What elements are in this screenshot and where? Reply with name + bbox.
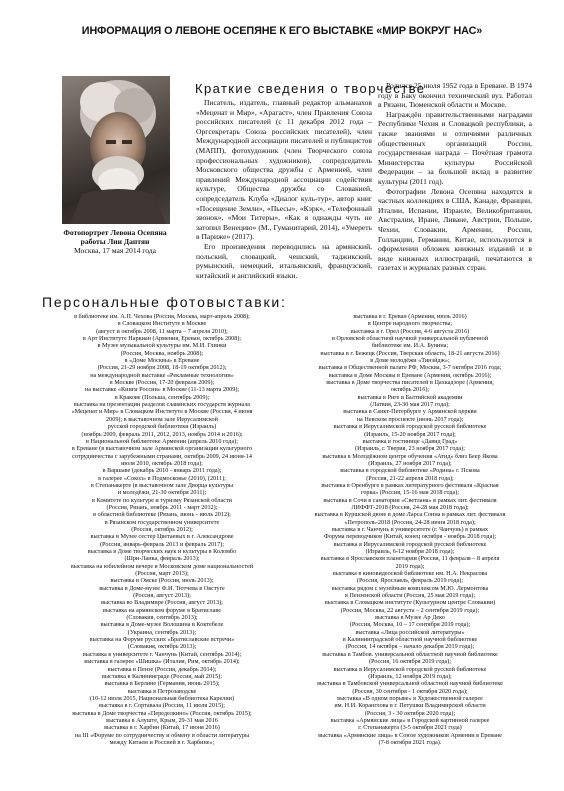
bio-right-paragraph: Фотографии Левона Осепяна находятся в частных коллекциях в США, Канаде, Франции, Италии, Испании, Израиле, Великобритании, Австралии, Иране, Ливане, Австрии, Польше, Чехии, Словакии, Армении, России, Голландии, Германии, Китае, используются в оформлении обложек книжных изданий и в виде книжных иллюстраций, печатаются в газетах и журналах разных стран. <box>378 186 532 273</box>
exhibition-line: выставка в Алуште, Крым, 29-31 мая 2016 <box>106 716 218 724</box>
caption-line-2: работы Лии Даптян <box>80 237 150 246</box>
exhibition-line: выставка на презентации разделов славянских государств журнала <box>73 401 251 409</box>
exhibition-line: выставка в Тамбов. универсальной областной научной библиотеке <box>322 650 498 658</box>
exhibition-line: (Россия, 21-29 ноября 2008, 18-19 октября 2012); <box>97 364 227 372</box>
exhibition-line: июля 2010, октябрь 2018 года); <box>121 459 203 467</box>
exhibition-line: в Комитете по культуре и туризму Рязанской области <box>92 496 232 504</box>
exhibition-line: выставка в Словацком институте (Культурном центре Словакии) <box>324 599 496 607</box>
exhibition-line: выставка в галерее «Шишка» (Италия, Рим, октябрь 2014); <box>84 658 240 666</box>
bio-right-paragraph: Награждён правительственными наградами Республики Чехия и Словацкой республики, а также званиями и отличиями различных общественных организаций России, государственная награда – Почётная грамота Министерства культуры Российской Федерации – за большой вклад в развитие культуры (2011 год). <box>378 109 532 186</box>
exhibition-line: выставка в Доме-музее Волошина в Коктебеле <box>100 621 224 629</box>
exhibition-line: выставка рядом с музейным комплексом М.Ю. Лермонтова <box>331 584 489 592</box>
exhibition-line: в областной библиотеке (Рязань, июнь - июль 2012); <box>93 511 231 519</box>
exhibition-line: выставка в г. Орел (Россия, 4-6 августа 2016) <box>350 327 470 335</box>
exhibition-line: выставка «Армянские лица» в Союзе художников Армении в Ереване <box>318 731 502 739</box>
exhibition-line: (Словакия, октябрь 2013); <box>127 643 197 651</box>
exhibition-line: сотрудничества с зарубежными странами, октябрь 2009, 24 июня-14 <box>72 452 252 460</box>
exhibition-line: выставка в Петрозаводске <box>127 687 197 695</box>
exhibition-line: на III «Форуме по сотрудничеству и обмену в области литературы <box>74 731 250 739</box>
exhibition-line: в Орловской областной научной универсальной публичной <box>331 335 489 343</box>
caption-line-3: Москва, 17 мая 2014 года <box>73 246 157 255</box>
exhibition-line: выставка в Пензе (Россия, декабрь 2014); <box>107 665 217 673</box>
exhibition-line: выставка «Лица российской литературы» <box>355 628 465 636</box>
exhibition-line: в Калининградской областной научной библиотеке <box>342 636 478 644</box>
exhibition-line: выставка в Иерусалимской городской русской библиотеке <box>333 423 487 431</box>
exhibition-line: «Петрополь-2018 (Россия, 24-28 июня 2018 года); <box>344 518 476 526</box>
exhibition-line: в галерее «Сокол» в Подмосковье (2010), (2011); <box>98 474 226 482</box>
exhibition-line: выставка в Оренбурге в рамках литературного фестиваля «Красная <box>321 481 499 489</box>
exhibition-line: им. Н.И. Коранглова в г. Петушки Владимирской области <box>334 702 486 710</box>
exhibition-line: выставка в городской библиотеке «Родина» г. Пскова <box>340 467 480 475</box>
exhibition-line: (Россия, январь-февраль 2013 и февраль 2017); <box>99 540 225 548</box>
exhibition-line: (Шри-Ланка, февраль 2013); <box>124 555 200 563</box>
exhibition-line: на выставке «Книги России» в Москве (11-13 марта 2009); <box>84 386 240 394</box>
bio-right-paragraph: Родился 25 июля 1952 года в Ереване. В 1974 году в Баку окончил технический вуз. Работал в Рязани, Тюменской области и Москве. <box>378 81 532 110</box>
exhibition-line: выставка в Тамбовской универсальной областной научной библиотеке <box>317 680 503 688</box>
exhibition-line: в Доме молодёжи «Тинэйдж»; <box>370 357 450 365</box>
exhibition-line: в Варшаве (декабрь 2010 - январь 2011 года); <box>102 467 222 475</box>
exhibition-line: выставка в г. Сортавала (Россия, 11 июля 2015); <box>99 702 225 710</box>
exhibition-line: (ноябрь 2009, февраль 2011, 2012, 2013, ноябрь 2014 и 2016); <box>81 430 243 438</box>
exhibition-line: выставка в г. Бежецк (Россия, Тверская область, 18-21 августа 2016) <box>320 349 500 357</box>
exhibition-line: на международной выставке «Рекламные технологии» <box>90 371 234 379</box>
exhibition-line: выставка в Иерусалимской городской русской библиотеке <box>333 540 487 548</box>
exhibition-line: (Россия, 21-22 апреля 2018 года); <box>366 474 454 482</box>
exhibition-line: (Израиль, 12 ноября 2019 года); <box>368 672 452 680</box>
exhibition-line: выставка во Владимире (Россия, август 2013); <box>101 599 223 607</box>
exhibition-line: (Израиль, 15-20 ноября 2017 года); <box>364 430 456 438</box>
exhibition-line: выставка в университете г. Чанчунь (Китай, сентябрь 2014); <box>82 650 242 658</box>
exhibition-line: выставка в Калининграде (Россия, май 2015); <box>102 672 222 680</box>
exhibitions-right-column <box>290 313 530 746</box>
bio-heading: Краткие сведения о творчестве <box>195 81 426 96</box>
exhibition-line: (Израиль, г. Тверия, 23 ноября 2017 года); <box>355 445 465 453</box>
bio-left-paragraph: Писатель, издатель, главный редактор альманахов «Меценат и Мир», «Арагаст», член Правления Союза российских писателей (с 11 декабря 2012 года – Оргсекретарь Союза российских писателей), член Международной ассоциации писателей и публицистов (МАПП), фотохудожник (член Творческого союза профессиональных художников), сопредседатель Московского общества дружбы с Арменией, член правлений Международной ассоциации содействия культуре, Общества дружбы со Словакией, сопредседатель Клуба «Диалог куль-тур», автор книг «Посещение Земли», «Пьесы», «Кэрк», «Телефонный звонок», «Мои Титеры», «Как я однажды чуть не затопил Венецию» (М., Гуманитарий, 2014), «Умереть в Париже» (2017). <box>196 98 372 242</box>
exhibition-line: октябрь 2016); <box>390 386 430 394</box>
exhibition-line: ЛИФФТ-2018 (Россия, 24-28 мая 2018 года); <box>351 503 469 511</box>
photo-caption <box>40 228 190 255</box>
exhibition-line: (Россия, 16 октября 2019 года); <box>368 658 452 666</box>
exhibition-line: выставка на юбилейном вечере в Московском доме национальностей <box>70 562 254 570</box>
portrait-image <box>62 76 170 224</box>
exhibition-line: на Невском проспекте (июнь 2017 года); <box>356 415 464 423</box>
exhibition-line: в библиотеке им. А.П. Чехова (Россия, Москва, март-апрель 2008); <box>74 313 250 320</box>
exhibition-line: выставка в Ярославском планетарии (Россия, 11 февраля – 8 апреля <box>320 555 500 563</box>
exhibition-line: в Кракове (Польша, сентябрь 2009); <box>114 393 210 401</box>
exhibition-line: выставка в Берлине (Германия, июнь 2015); <box>104 680 220 688</box>
exhibition-line: в Музее музыкальной культуры им. М.И. Глинки <box>97 342 227 350</box>
exhibition-line: выставка в Молодёжном центре обучения «Атид» близ Беер Якова <box>322 452 498 460</box>
exhibition-line: выставка в Музее Ар Деко <box>375 614 445 622</box>
exhibition-line: выставка «В одном порыве» в Художественной галерее <box>337 694 483 702</box>
exhibition-line: выставка «Армянские лица» в Городской картинной галерее <box>330 716 490 724</box>
exhibitions-left-column <box>42 313 282 746</box>
exhibition-line: (Россия, 3 - 30 октября 2020 года); <box>364 709 456 717</box>
exhibition-line: (август и октябрь 2008, 11 марта – 7 апреля 2010); <box>96 327 228 335</box>
exhibition-line: (Словакия, сентябрь 2013); <box>126 614 198 622</box>
exhibition-line: «Меценат и Мир» в Словацком Институте в Москве (Россия, 4 июня <box>71 408 253 416</box>
exhibition-line: (Украина, сентябрь 2013); <box>127 628 197 636</box>
exhibition-line: русской городской библиотеки (Израиль) <box>107 423 217 431</box>
exhibition-line: (Россия, октябрь 2012); <box>131 525 193 533</box>
exhibition-line: г. Степанакерта (3-5 октября 2021 года) <box>358 724 462 732</box>
exhibition-line: в Центре народного творчества; <box>367 320 453 328</box>
exhibition-line: (Россия, Рязань, ноябрь 2011 - март 2012); <box>106 503 218 511</box>
exhibition-line: выставка в г. Ереван (Армения, июль 2016) <box>353 313 467 320</box>
exhibition-line: в Пензенской области (Россия, 25 мая 2019 года); <box>344 592 476 600</box>
exhibition-line: (Россия, 14 октября – начало декабря 2019 года); <box>345 643 475 651</box>
exhibition-line: выставка в Омске (Россия, июль 2013); <box>110 577 214 585</box>
exhibition-line: горка» (Россия, 15-16 мая 2018 года); <box>360 489 460 497</box>
exhibition-line: в «Доме Москвы» в Ереване <box>124 357 200 365</box>
exhibition-line: (Россия, март 2013); <box>135 570 189 578</box>
exhibition-line: выставка в Доме творческих наук и культуры в Коломбо <box>87 548 237 555</box>
exhibition-line: выставка в гостинице «Давид Град» <box>362 437 458 445</box>
exhibition-line: в Национальной библиотеке Армении (апрель 2010 года); <box>86 437 238 445</box>
bio-right-column <box>378 81 532 273</box>
exhibition-line: выставка в г. Харбин (Китай, 17 июня 2016) <box>104 724 220 732</box>
exhibition-line: в Степанакерте (в выставочном зале Дворца культуры <box>90 481 234 489</box>
exhibition-line: в Москве (Россия, 17-20 февраля 2009); <box>109 379 215 387</box>
exhibition-line: в Ереване (в выставочном зале Армянской организации культурного <box>71 445 253 453</box>
exhibition-line: и молодёжи, 21-30 октября 2011); <box>117 489 207 497</box>
exhibition-line: в Арт Институте Наркиан (Армения, Ереван, октябрь 2008); <box>82 335 242 343</box>
exhibition-line: 2009); в выставочном зале Иерусалимской <box>106 415 218 423</box>
exhibition-line: (Россия, Москва, 10 – 17 сентября 2019 года); <box>349 621 471 629</box>
page-title: ИНФОРМАЦИЯ О ЛЕВОНЕ ОСЕПЯНЕ К ЕГО ВЫСТАВКЕ «МИР ВОКРУГ НАС» <box>81 25 483 37</box>
exhibition-line: (10-12 июля 2015, Национальная библиотека Карелии) <box>89 694 235 702</box>
exhibition-line: (Россия, Ярославль, февраль 2019 года); <box>356 577 464 585</box>
exhibition-line: выставка в киновидеоской библиотеке им. Н.А. Некрасова <box>332 570 488 578</box>
exhibition-line: выставка в Риге в Балтийской академии <box>357 393 463 401</box>
exhibition-line: выставка в г. Чанчунь в университете (г. Чанчунь) в рамках <box>331 525 489 533</box>
exhibition-line: выставка в Доме творчества писателей в Цахкадзоре (Армения, <box>326 379 494 387</box>
caption-line-1: Фотопортрет Левона Осепяна <box>63 228 167 237</box>
author-portrait-photo <box>62 76 170 224</box>
exhibition-line: (Израиль, 27 ноября 2017 года); <box>368 459 452 467</box>
exhibition-line: выставка на Форуме русских «Братиславские встречи» <box>89 636 235 644</box>
exhibition-line: (Россия, Москва, 22 августа – 2 сентября 2019 года); <box>340 606 480 614</box>
exhibition-line: выставка в Доме творчества «Переделкино» (Россия, октябрь 2015); <box>72 709 252 717</box>
exhibition-line: в Словацком Институте в Москве <box>117 320 207 328</box>
exhibition-line: Форума переводчиков (Китай, конец октября - ноябрь 2018 года); <box>323 533 497 541</box>
exhibition-line: выставка в Доме-музее Ф.И. Тютчева в Овстуге <box>99 584 225 592</box>
exhibition-line: (7-8 октября 2021 года). <box>378 738 442 746</box>
exhibition-line: (Россия, август 2013); <box>133 592 191 600</box>
exhibition-line: (Израиль, 6-12 ноября 2018 года); <box>365 548 455 555</box>
exhibitions-heading: Персональные фотовыставки: <box>42 294 287 310</box>
exhibition-line: 2019 года); <box>395 562 425 570</box>
exhibition-line: выставка в Санкт-Петербурге у Армянской церкви <box>343 408 477 416</box>
exhibition-line: в Рязанском государственном университете <box>104 518 220 526</box>
bio-left-paragraph: Его произведения переводились на армянский, польский, словацкий, чешский, таджикский, румынский, немецкий, итальянский, французский, китайский и английский языки. <box>196 241 372 280</box>
bio-left-column <box>196 98 372 280</box>
exhibition-line: выставка на армянском форуме в Братиславе <box>102 606 222 614</box>
exhibition-line: (Латвия, 23-30 мая 2017 года); <box>370 401 450 409</box>
exhibition-line: между Китаем и Россией в г. Харбине»; <box>109 738 215 746</box>
exhibition-line: выставка в Куршской дюне в доме Ларса Сонна в рамках лит. фестиваля <box>314 511 506 519</box>
exhibition-line: библиотеке им. И.А. Бунина; <box>371 342 449 350</box>
exhibition-line: выставка в Сочи в санатории «Светлана» в рамках лит. фестиваля <box>323 496 497 504</box>
exhibition-line: (Россия, Москва, ноябрь 2008); <box>120 349 204 357</box>
exhibition-line: (Россия, 30 сентября - 1 октября 2020 года); <box>352 687 468 695</box>
exhibition-line: выставка в Музее сестер Цветаевых в г. Александрове <box>90 533 234 541</box>
exhibition-line: выставка в Иерусалимской городской русской библиотеке <box>333 665 487 673</box>
exhibition-line: выставка в Общественной палате РФ, Москва, 3-7 октября 2016 года; <box>318 364 502 372</box>
exhibition-line: выставка в Доме Москвы в Ереване (Армения, октябрь 2016); <box>328 371 492 379</box>
